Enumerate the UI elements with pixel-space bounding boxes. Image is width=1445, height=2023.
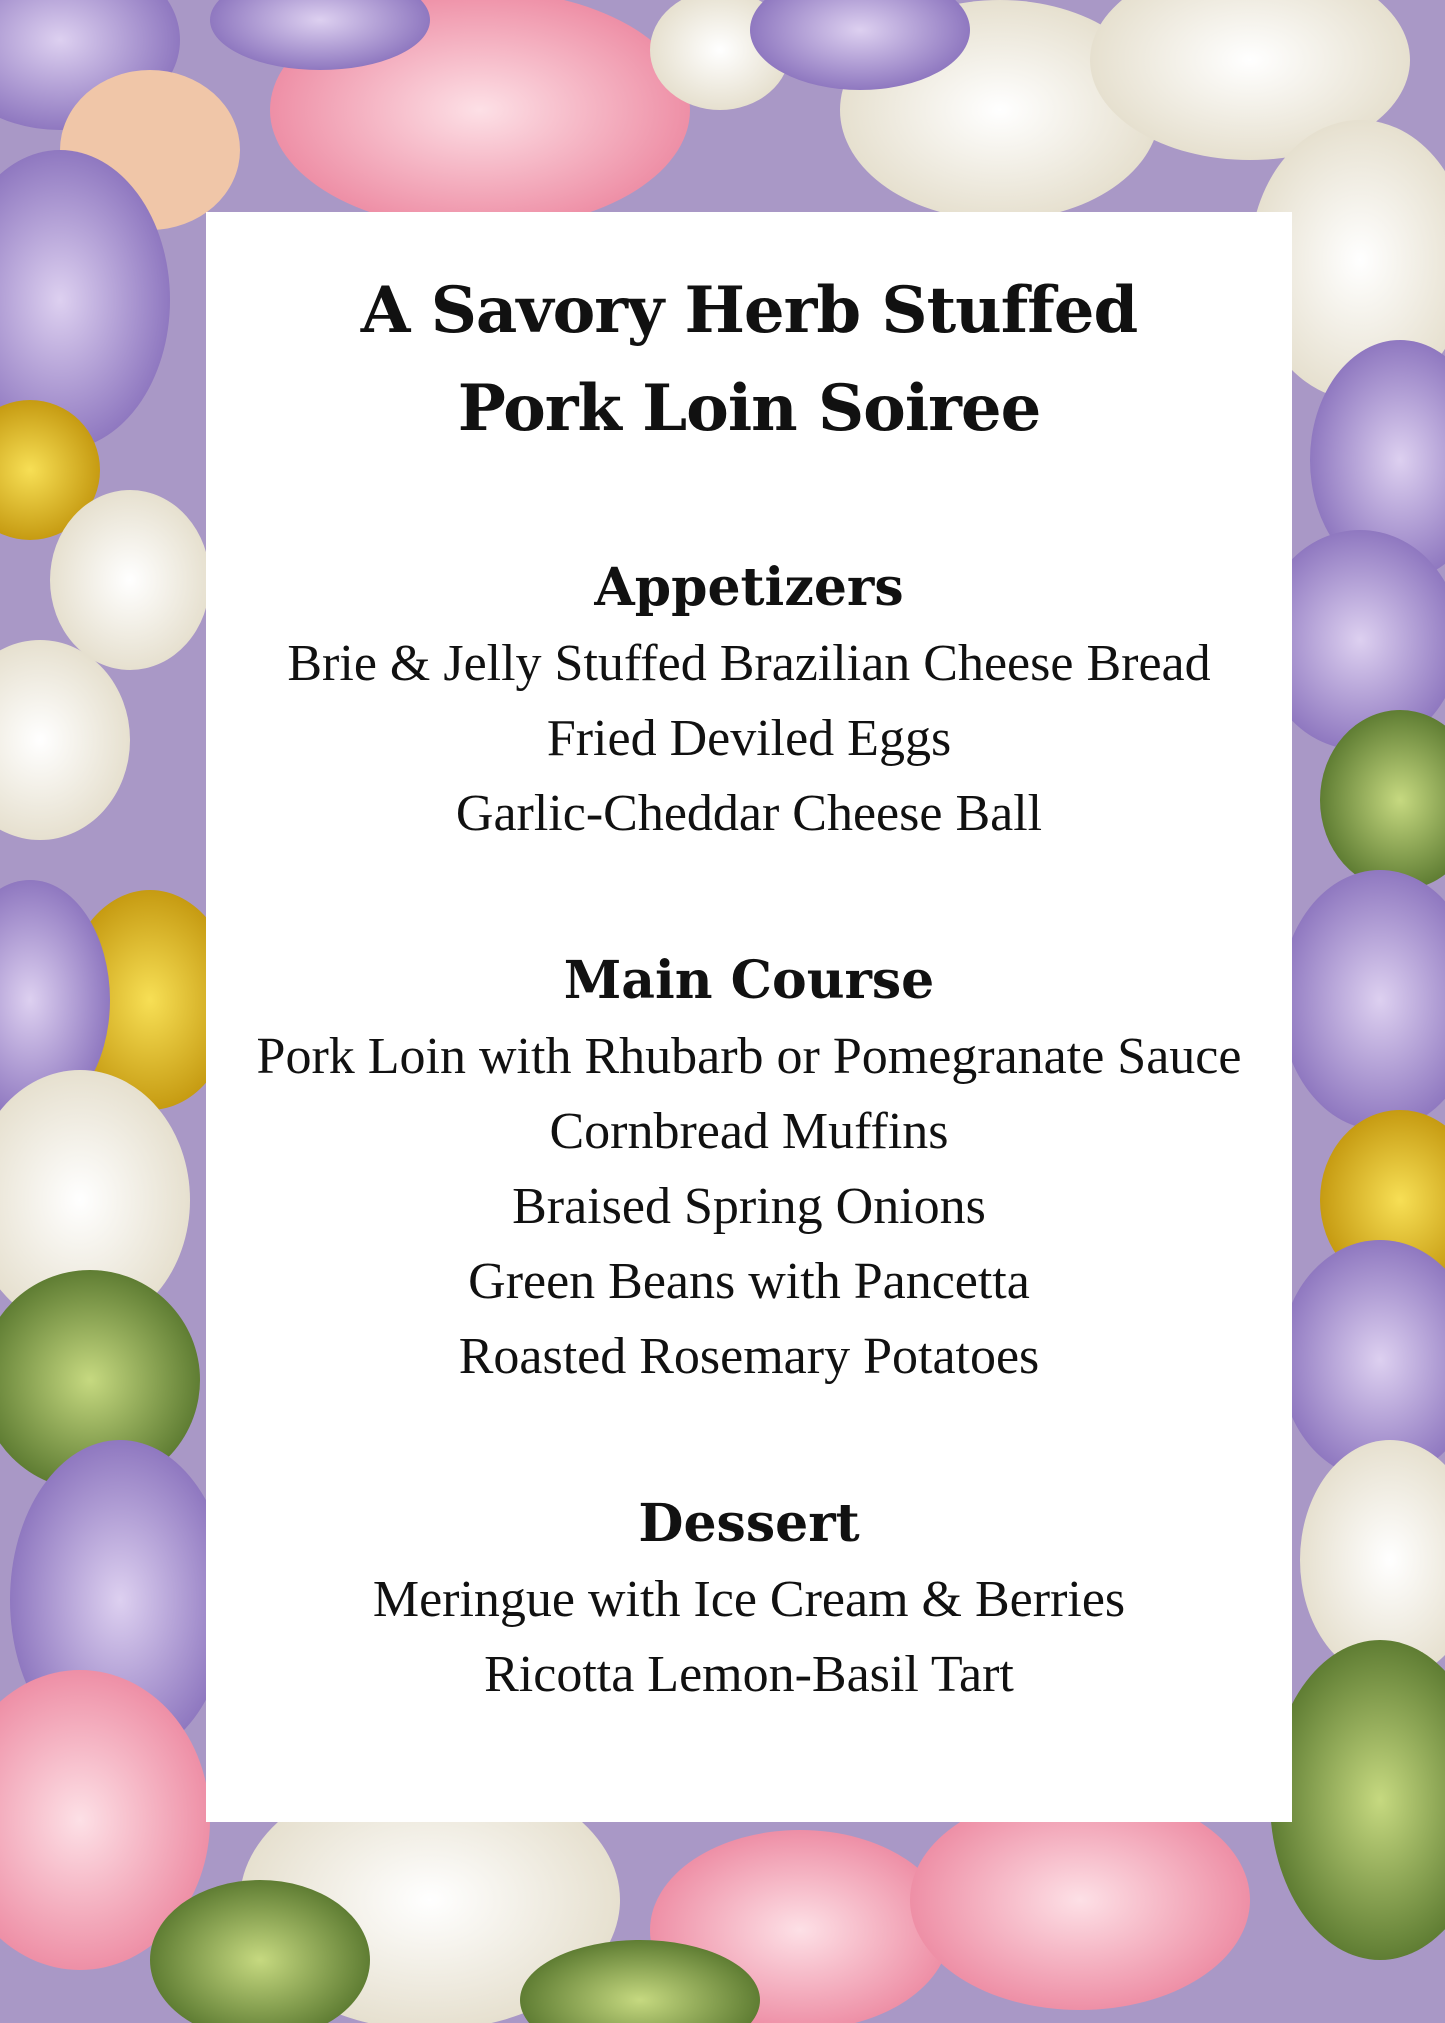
course-heading: Main Course bbox=[563, 950, 935, 1011]
menu-item: Cornbread Muffins bbox=[549, 1103, 949, 1160]
course-appetizers bbox=[206, 550, 1292, 851]
menu-title-line-2: Pork Loin Soiree bbox=[457, 371, 1041, 446]
menu-item: Braised Spring Onions bbox=[512, 1178, 986, 1235]
course-items bbox=[206, 1019, 1292, 1394]
course-items bbox=[206, 1562, 1292, 1712]
menu-item: Meringue with Ice Cream & Berries bbox=[372, 1571, 1126, 1628]
course-heading: Dessert bbox=[638, 1493, 860, 1554]
menu-title-line-1: A Savory Herb Stuffed bbox=[360, 273, 1138, 348]
course-items bbox=[206, 626, 1292, 851]
menu-item: Ricotta Lemon-Basil Tart bbox=[484, 1646, 1014, 1703]
menu-item: Fried Deviled Eggs bbox=[546, 710, 952, 767]
menu-item: Pork Loin with Rhubarb or Pomegranate Sauce bbox=[256, 1028, 1242, 1085]
menu-title bbox=[206, 262, 1292, 458]
course-dessert bbox=[206, 1486, 1292, 1712]
menu-item: Brie & Jelly Stuffed Brazilian Cheese Bread bbox=[287, 635, 1211, 692]
menu-item: Garlic-Cheddar Cheese Ball bbox=[455, 785, 1043, 842]
course-main bbox=[206, 943, 1292, 1394]
menu-item: Roasted Rosemary Potatoes bbox=[458, 1328, 1040, 1385]
menu-card bbox=[206, 212, 1292, 1822]
course-heading: Appetizers bbox=[594, 557, 904, 618]
menu-item: Green Beans with Pancetta bbox=[468, 1253, 1030, 1310]
